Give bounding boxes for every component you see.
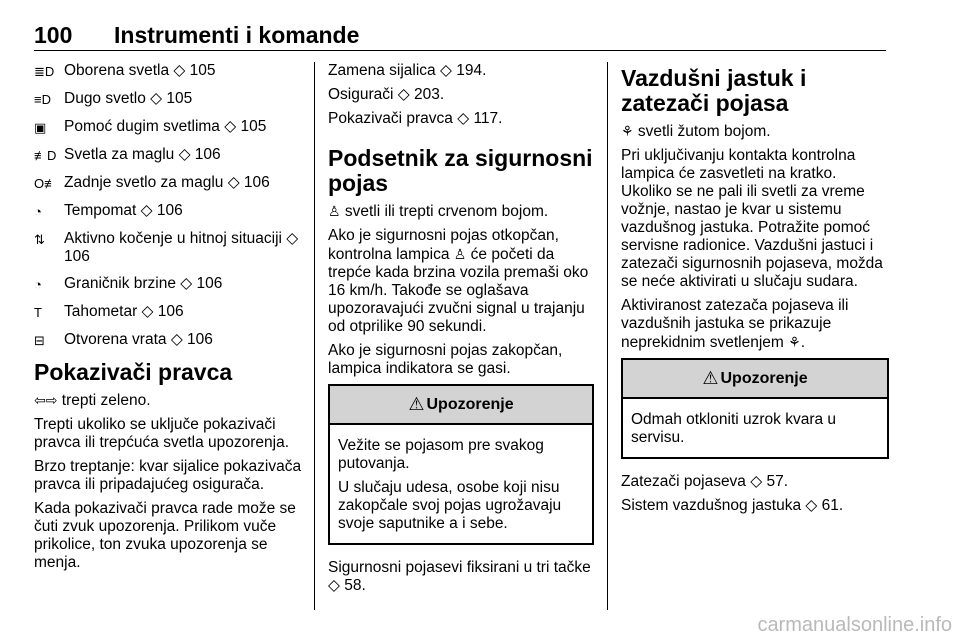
paragraph: U slučaju udesa, osobe koji nisu zakopčale svoj pojas ugrožavaju svoje saputnike a i sebe. — [338, 479, 562, 532]
paragraph-part: će početi da trepće kada brzina vozila premaši oko 16 km/h. Takođe se oglašava upozoravajući zvučni signal u trajanju od otprilike 90 sekundi. — [328, 246, 589, 335]
paragraph: Pri uključivanju kontakta kontrolna lampica će zasvetleti na kratko. Ukoliko se ne pali ili svetli za vreme vožnje, nastao je kvar u sistemu vazdušnog jastuka. Potražite pomoć servisne radionice. Vazdušni jastuci i zatezači sigurnosnih pojaseva, možda se neće aktivirati u slučaju sudara. — [621, 147, 883, 290]
symbol-list-item — [34, 275, 302, 294]
warning-title: Upozorenje — [720, 369, 808, 387]
page-title: Instrumenti i komande — [114, 22, 360, 48]
warning-title: Upozorenje — [426, 395, 514, 413]
symbol-list-item — [34, 62, 302, 81]
symbol-description: Tempomat ◇ 106 — [64, 202, 183, 219]
rear-fog-light-icon: O≢ — [34, 176, 58, 191]
column-3 — [621, 62, 889, 521]
symbol-description: Oborena svetla ◇ 105 — [64, 62, 216, 79]
turn-signal-icon: ⇦⇨ — [34, 392, 58, 408]
paragraph-part: Ako je sigurnosni pojas otkopčan, kontrolna lampica — [328, 227, 559, 263]
emergency-braking-icon: ⇅ — [34, 232, 45, 247]
symbol-description: Aktivno kočenje u hitnoj situaciji ◇ 106 — [64, 230, 299, 265]
cruise-control-icon: ◔ — [34, 204, 42, 219]
airbag-icon: ⚘ — [788, 334, 801, 350]
seat-belt-icon: ♙ — [328, 203, 341, 219]
cross-reference: Sigurnosni pojasevi fiksirani u tri tačke ◇ 58. — [328, 559, 591, 594]
paragraph-part: Aktiviranost zatezača pojaseva ili vazdušnih jastuka se prikazuje neprekidnim svetlenjem — [621, 297, 849, 351]
symbol-description: Zadnje svetlo za maglu ◇ 106 — [64, 174, 270, 191]
page-number: 100 — [34, 22, 73, 48]
front-fog-light-icon: ≢D — [34, 148, 57, 163]
cross-reference: Zamena sijalica ◇ 194. — [328, 62, 487, 79]
column-divider — [607, 62, 608, 610]
paragraph: Kada pokazivači pravca rade može se čuti zvuk upozorenja. Prilikom vuče prikolice, ton zvuka upozorenja se menja. — [34, 500, 296, 571]
column-divider — [314, 62, 315, 610]
paragraph: svetli žutom bojom. — [637, 123, 771, 140]
symbol-description: Graničnik brzine ◇ 106 — [64, 275, 223, 292]
paragraph: Odmah otkloniti uzrok kvara u servisu. — [631, 411, 837, 446]
paragraph: Brzo treptanje: kvar sijalice pokazivača pravca ili pripadajućeg osigurača. — [34, 458, 302, 493]
warning-header — [330, 386, 592, 425]
symbol-list-item — [34, 202, 302, 221]
turn-signal-status — [34, 391, 302, 410]
paragraph: Ako je sigurnosni pojas zakopčan, lampica indikatora se gasi. — [328, 342, 563, 377]
column-1 — [34, 62, 302, 578]
low-beam-icon: ≣D — [34, 64, 55, 79]
symbol-list — [34, 62, 302, 350]
paragraph: trepti zeleno. — [61, 392, 151, 409]
cross-reference: Pokazivači pravca ◇ 117. — [328, 110, 503, 127]
symbol-list-item — [34, 230, 302, 266]
symbol-list-item — [34, 118, 302, 137]
warning-triangle-icon: ⚠ — [408, 394, 425, 414]
symbol-list-item — [34, 146, 302, 165]
cross-reference: Sistem vazdušnog jastuka ◇ 61. — [621, 497, 844, 514]
paragraph: svetli ili trepti crvenom bojom. — [344, 203, 549, 220]
symbol-description: Svetla za maglu ◇ 106 — [64, 146, 221, 163]
symbol-description: Pomoć dugim svetlima ◇ 105 — [64, 118, 267, 135]
high-beam-icon: ≡D — [34, 92, 51, 107]
watermark: carmanualsonline.info — [757, 614, 952, 636]
paragraph: Trepti ukoliko se uključe pokazivači pravca ili trepćuća svetla upozorenja. — [34, 416, 290, 451]
section-title-airbag: Vazdušni jastuk i zatezači pojasa — [621, 65, 807, 116]
tachometer-icon: T — [34, 305, 42, 320]
column-2 — [328, 62, 594, 601]
section-title-turn-signals: Pokazivači pravca — [34, 359, 233, 385]
paragraph — [621, 297, 889, 352]
paragraph-part: . — [800, 334, 806, 351]
symbol-list-item — [34, 303, 302, 322]
symbol-description: Dugo svetlo ◇ 105 — [64, 90, 193, 107]
paragraph — [328, 227, 594, 336]
symbol-list-item — [34, 90, 302, 109]
symbol-list-item — [34, 174, 302, 193]
seat-belt-status — [328, 202, 594, 221]
warning-box — [621, 358, 889, 459]
high-beam-assist-icon: ▣ — [34, 120, 47, 135]
warning-body — [330, 425, 592, 543]
warning-triangle-icon: ⚠ — [702, 368, 719, 388]
section-title-seat-belt: Podsetnik za sigurnosni pojas — [328, 145, 593, 196]
door-open-icon: ⊟ — [34, 333, 45, 348]
airbag-icon: ⚘ — [621, 123, 634, 139]
cross-reference: Zatezači pojaseva ◇ 57. — [621, 473, 789, 490]
symbol-list-item — [34, 331, 302, 350]
warning-body — [623, 399, 887, 457]
airbag-status — [621, 122, 889, 141]
speed-limiter-icon: ◔ — [34, 277, 42, 292]
warning-header — [623, 360, 887, 399]
warning-box — [328, 384, 594, 545]
seat-belt-icon: ♙ — [453, 246, 467, 262]
symbol-description: Otvorena vrata ◇ 106 — [64, 331, 213, 348]
symbol-description: Tahometar ◇ 106 — [64, 303, 184, 320]
page-header — [34, 0, 886, 51]
paragraph: Vežite se pojasom pre svakog putovanja. — [338, 437, 544, 472]
cross-reference: Osigurači ◇ 203. — [328, 86, 445, 103]
